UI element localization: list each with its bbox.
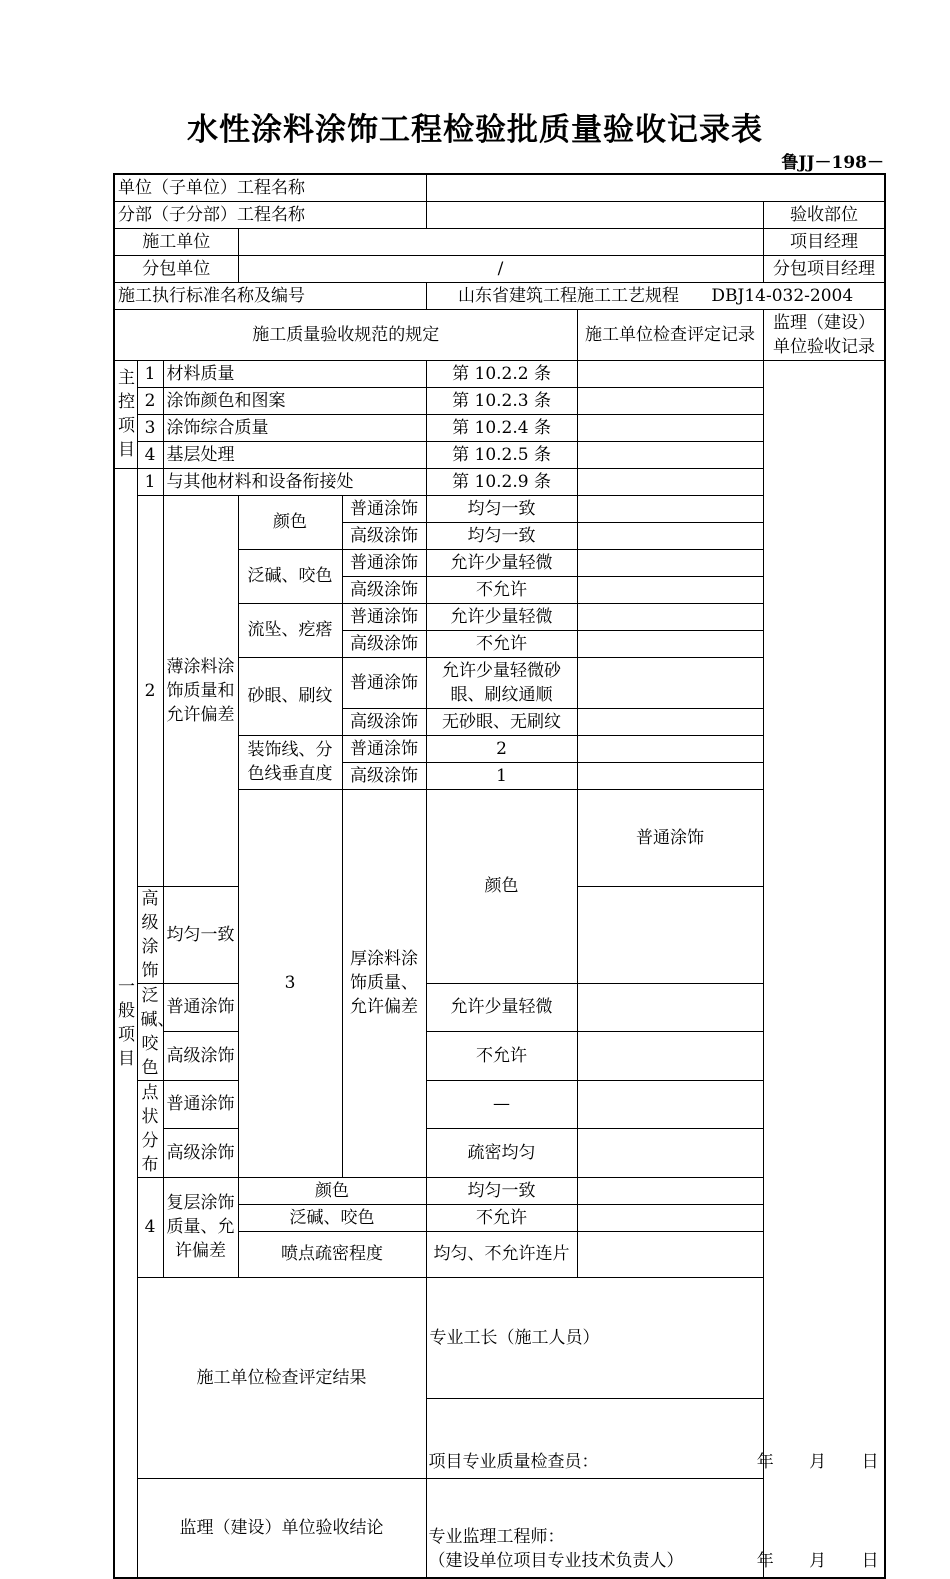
check-record[interactable] bbox=[577, 1080, 763, 1129]
owner-rep-label: （建设单位项目专业技术负责人） bbox=[428, 1551, 684, 1571]
check-record[interactable] bbox=[577, 983, 763, 1032]
requirement-value: 均匀、不允许连片 bbox=[426, 1231, 577, 1277]
main-item-record[interactable] bbox=[577, 441, 763, 468]
ordinary-label: 普通涂饰 bbox=[342, 657, 426, 708]
contractor-record-header: 施工单位检查评定记录 bbox=[577, 309, 763, 360]
item2-name: 薄涂料涂饰质量和允许偏差 bbox=[163, 495, 238, 886]
main-item-clause: 第 10.2.2 条 bbox=[426, 360, 577, 387]
main-item-name: 基层处理 bbox=[163, 441, 426, 468]
subcontractor-label: 分包单位 bbox=[114, 255, 238, 282]
check-record[interactable] bbox=[577, 657, 763, 708]
check-record[interactable] bbox=[577, 549, 763, 576]
requirement-value: 允许少量轻微 bbox=[426, 603, 577, 630]
main-item-clause: 第 10.2.5 条 bbox=[426, 441, 577, 468]
inspection-form bbox=[113, 173, 886, 1579]
ordinary-label: 普通涂饰 bbox=[163, 1080, 238, 1129]
item2-no: 2 bbox=[137, 495, 163, 886]
requirement-value: 均匀一致 bbox=[163, 886, 238, 983]
advanced-label: 高级涂饰 bbox=[342, 708, 426, 735]
requirement-value: 无砂眼、无刷纹 bbox=[426, 708, 577, 735]
main-item-clause: 第 10.2.3 条 bbox=[426, 387, 577, 414]
requirement-value: 不允许 bbox=[426, 576, 577, 603]
engineer-label: 专业监理工程师： bbox=[428, 1527, 565, 1547]
supervisor-conclusion-label: 监理（建设）单位验收结论 bbox=[137, 1478, 426, 1578]
engineer-signature-area[interactable] bbox=[426, 1478, 885, 1578]
ordinary-label: 普通涂饰 bbox=[342, 549, 426, 576]
item3-name: 厚涂料涂饰质量、允许偏差 bbox=[342, 789, 426, 1177]
requirement-value: 均匀一致 bbox=[426, 522, 577, 549]
ordinary-label: 普通涂饰 bbox=[342, 495, 426, 522]
supervisor-record-header: 监理（建设）单位验收记录 bbox=[763, 309, 885, 360]
main-item-name: 材料质量 bbox=[163, 360, 426, 387]
pm-label: 项目经理 bbox=[763, 228, 885, 255]
general-item-name: 与其他材料和设备衔接处 bbox=[163, 468, 426, 495]
main-item-record[interactable] bbox=[577, 387, 763, 414]
item4-row-name: 喷点疏密程度 bbox=[238, 1231, 426, 1277]
advanced-label: 高级涂饰 bbox=[342, 576, 426, 603]
sub-project-name-label: 分部（子分部）工程名称 bbox=[114, 201, 426, 228]
acceptance-part-label: 验收部位 bbox=[763, 201, 885, 228]
advanced-label: 高级涂饰 bbox=[342, 762, 426, 789]
contractor-label: 施工单位 bbox=[114, 228, 238, 255]
check-record[interactable] bbox=[577, 762, 763, 789]
inspector-signature-area[interactable] bbox=[426, 1398, 885, 1478]
advanced-label: 高级涂饰 bbox=[137, 886, 163, 983]
requirement-value: 均匀一致 bbox=[426, 1177, 577, 1204]
month-label: 月 bbox=[809, 1551, 827, 1571]
year-label: 年 bbox=[756, 1551, 774, 1571]
check-record[interactable] bbox=[577, 630, 763, 657]
requirement-value: 疏密均匀 bbox=[426, 1129, 577, 1178]
main-items-label: 主控项目 bbox=[114, 360, 137, 468]
sub-project-name-field[interactable] bbox=[426, 201, 763, 228]
ordinary-label: 普通涂饰 bbox=[342, 735, 426, 762]
main-item-name: 涂饰颜色和图案 bbox=[163, 387, 426, 414]
project-name-label: 单位（子单位）工程名称 bbox=[114, 174, 426, 201]
general-item-record[interactable] bbox=[577, 468, 763, 495]
contractor-result-label: 施工单位检查评定结果 bbox=[137, 1277, 426, 1478]
check-record[interactable] bbox=[577, 1032, 763, 1081]
standard-label: 施工执行标准名称及编号 bbox=[114, 282, 426, 309]
general-items-label: 一般项目 bbox=[114, 468, 137, 1578]
check-record[interactable] bbox=[577, 495, 763, 522]
main-item-no: 1 bbox=[137, 360, 163, 387]
inspector-date bbox=[757, 1450, 879, 1474]
advanced-label: 高级涂饰 bbox=[342, 630, 426, 657]
item2-group-name: 装饰线、分色线垂直度 bbox=[238, 735, 342, 789]
check-record[interactable] bbox=[577, 1204, 763, 1231]
advanced-label: 高级涂饰 bbox=[163, 1129, 238, 1178]
requirement-value: 2 bbox=[426, 735, 577, 762]
requirement-value: 允许少量轻微砂眼、刷纹通顺 bbox=[426, 657, 577, 708]
main-item-record[interactable] bbox=[577, 414, 763, 441]
day-label: 日 bbox=[861, 1451, 879, 1472]
requirement-value: 不允许 bbox=[426, 1204, 577, 1231]
check-record[interactable] bbox=[577, 886, 763, 983]
check-record[interactable] bbox=[577, 1129, 763, 1178]
year-label: 年 bbox=[756, 1451, 774, 1472]
item3-group-name: 颜色 bbox=[426, 789, 577, 983]
sub-pm-label: 分包项目经理 bbox=[763, 255, 885, 282]
ordinary-label: 普通涂饰 bbox=[163, 983, 238, 1032]
main-item-no: 2 bbox=[137, 387, 163, 414]
item3-group-name: 点状分布 bbox=[137, 1080, 163, 1177]
check-record[interactable] bbox=[577, 522, 763, 549]
requirement-value: 均匀一致 bbox=[426, 495, 577, 522]
advanced-label: 高级涂饰 bbox=[163, 1032, 238, 1081]
engineer-date bbox=[757, 1549, 879, 1573]
check-record[interactable] bbox=[577, 708, 763, 735]
spec-column-header: 施工质量验收规范的规定 bbox=[114, 309, 577, 360]
item4-no: 4 bbox=[137, 1177, 163, 1277]
main-item-record[interactable] bbox=[577, 360, 763, 387]
requirement-value: 不允许 bbox=[426, 630, 577, 657]
item4-row-name: 泛碱、咬色 bbox=[238, 1204, 426, 1231]
day-label: 日 bbox=[861, 1551, 879, 1571]
ordinary-label: 普通涂饰 bbox=[577, 789, 763, 886]
general-item-clause: 第 10.2.9 条 bbox=[426, 468, 577, 495]
form-title: 水性涂料涂饰工程检验批质量验收记录表 bbox=[187, 112, 763, 148]
check-record[interactable] bbox=[577, 603, 763, 630]
month-label: 月 bbox=[809, 1451, 827, 1472]
check-record[interactable] bbox=[577, 1231, 763, 1277]
requirement-value: 1 bbox=[426, 762, 577, 789]
item2-group-name: 泛碱、咬色 bbox=[238, 549, 342, 603]
item3-group-name: 泛碱、咬色 bbox=[137, 983, 163, 1080]
check-record[interactable] bbox=[577, 576, 763, 603]
contractor-field[interactable] bbox=[238, 228, 763, 255]
inspector-label: 项目专业质量检查员： bbox=[428, 1451, 599, 1472]
item3-no: 3 bbox=[238, 789, 342, 1177]
main-item-clause: 第 10.2.4 条 bbox=[426, 414, 577, 441]
requirement-value: 允许少量轻微 bbox=[426, 983, 577, 1032]
main-item-no: 3 bbox=[137, 414, 163, 441]
item2-group-name: 砂眼、刷纹 bbox=[238, 657, 342, 735]
requirement-value: 允许少量轻微 bbox=[426, 549, 577, 576]
subcontractor-field[interactable]: / bbox=[238, 255, 763, 282]
requirement-value: 不允许 bbox=[426, 1032, 577, 1081]
item2-group-name: 流坠、疙瘩 bbox=[238, 603, 342, 657]
project-name-field[interactable] bbox=[426, 174, 885, 201]
ordinary-label: 普通涂饰 bbox=[342, 603, 426, 630]
form-code: 鲁JJ－198－ bbox=[781, 153, 884, 173]
standard-value: 山东省建筑工程施工工艺规程 DBJ14-032-2004 bbox=[426, 282, 885, 309]
item4-name: 复层涂饰质量、允许偏差 bbox=[163, 1177, 238, 1277]
item2-group-name: 颜色 bbox=[238, 495, 342, 549]
main-item-no: 4 bbox=[137, 441, 163, 468]
supervisor-record-cell[interactable] bbox=[763, 360, 885, 1578]
general-item-no: 1 bbox=[137, 468, 163, 495]
main-item-name: 涂饰综合质量 bbox=[163, 414, 426, 441]
advanced-label: 高级涂饰 bbox=[342, 522, 426, 549]
item4-row-name: 颜色 bbox=[238, 1177, 426, 1204]
check-record[interactable] bbox=[577, 735, 763, 762]
foreman-label: 专业工长（施工人员） bbox=[426, 1277, 763, 1398]
check-record[interactable] bbox=[577, 1177, 763, 1204]
requirement-value: — bbox=[426, 1080, 577, 1129]
